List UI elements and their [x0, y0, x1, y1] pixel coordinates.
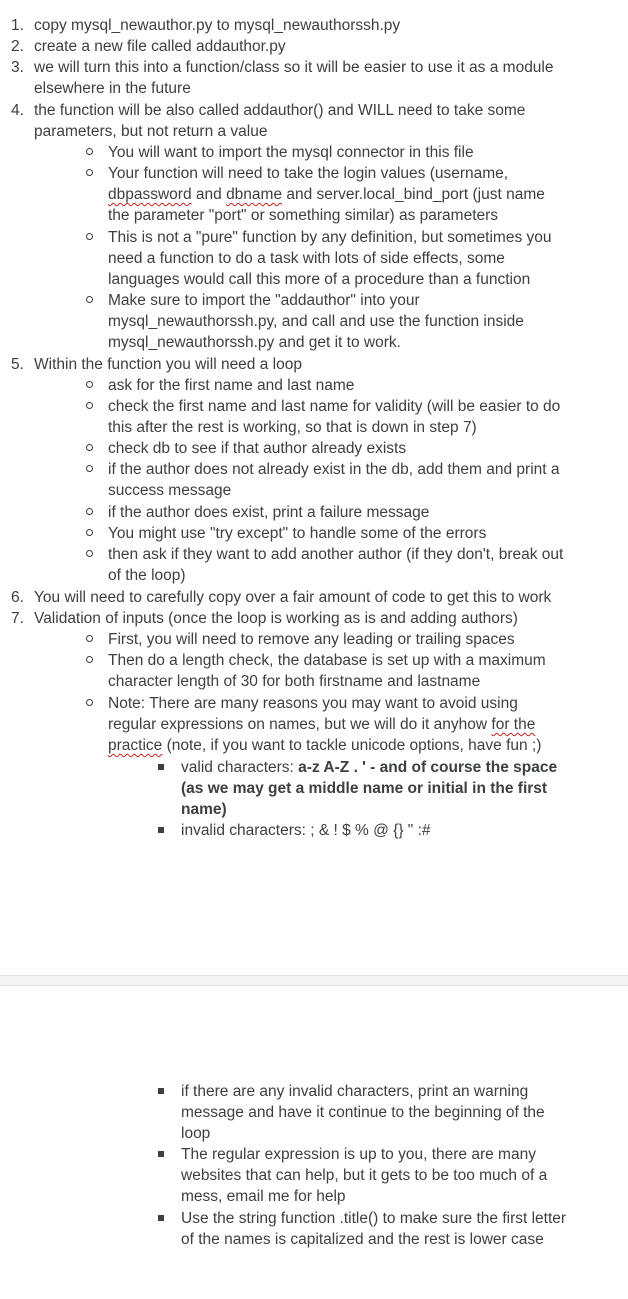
- square-bullet-icon: [158, 764, 164, 770]
- sub-item-text: success message: [108, 482, 232, 499]
- hollow-bullet-icon: [86, 529, 93, 536]
- list-number: 1.: [11, 17, 24, 34]
- sub-sub-item-text: (as we may get a middle name or initial in the first: [181, 780, 548, 797]
- sub-sub-item-text: name): [181, 801, 227, 818]
- sub-item-text: mysql_newauthorssh.py and get it to work.: [108, 334, 401, 351]
- sub-item-text: Note: There are many reasons you may want to avoid using: [108, 695, 518, 712]
- sub-item-text: character length of 30 for both firstname and lastname: [108, 673, 481, 690]
- sub-item-text: then ask if they want to add another author (if they don't, break out: [108, 546, 564, 563]
- hollow-bullet-icon: [86, 550, 93, 557]
- sub-item-text: mysql_newauthorssh.py, and call and use the function inside: [108, 313, 524, 330]
- sub-sub-item-text: Use the string function .title() to make sure the first letter: [181, 1210, 567, 1227]
- sub-item-text: if the author does not already exist in the db, add them and print a: [108, 461, 560, 478]
- sub-sub-item-text: of the names is capitalized and the rest is lower case: [181, 1231, 544, 1248]
- spellcheck-word[interactable]: dbpassword: [108, 186, 192, 203]
- list-item-text: Validation of inputs (once the loop is working as is and adding authors): [34, 610, 518, 627]
- sub-sub-item-text: invalid characters: ; & ! $ % @ {} " :#: [181, 822, 431, 839]
- sub-item-text: Then do a length check, the database is set up with a maximum: [108, 652, 546, 669]
- sub-sub-item-text: message and have it continue to the beginning of the: [181, 1104, 545, 1121]
- square-bullet-icon: [158, 1088, 164, 1094]
- list-number: 3.: [11, 59, 24, 76]
- hollow-bullet-icon: [86, 169, 93, 176]
- list-number: 4.: [11, 102, 24, 119]
- list-number: 2.: [11, 38, 24, 55]
- sub-item-text: check db to see if that author already exists: [108, 440, 407, 457]
- page-break: [0, 975, 628, 986]
- sub-item-text: need a function to do a task with lots of side effects, some: [108, 250, 505, 267]
- hollow-bullet-icon: [86, 635, 93, 642]
- sub-item-text: check the first name and last name for validity (will be easier to do: [108, 398, 561, 415]
- sub-item-text: ask for the first name and last name: [108, 377, 355, 394]
- sub-item-text: of the loop): [108, 567, 186, 584]
- list-number: 7.: [11, 610, 24, 627]
- list-item-text: we will turn this into a function/class so it will be easier to use it as a module: [34, 59, 554, 76]
- list-item-text: parameters, but not return a value: [34, 123, 268, 140]
- sub-item-text: practice (note, if you want to tackle unicode options, have fun ;): [108, 737, 542, 754]
- list-item-text: the function will be also called addauthor() and WILL need to take some: [34, 102, 526, 119]
- sub-item-text: This is not a "pure" function by any definition, but sometimes you: [108, 229, 552, 246]
- hollow-bullet-icon: [86, 381, 93, 388]
- list-item-text: create a new file called addauthor.py: [34, 38, 286, 55]
- hollow-bullet-icon: [86, 508, 93, 515]
- hollow-bullet-icon: [86, 444, 93, 451]
- hollow-bullet-icon: [86, 402, 93, 409]
- sub-sub-item-text: loop: [181, 1125, 211, 1142]
- square-bullet-icon: [158, 1151, 164, 1157]
- sub-sub-item-text: if there are any invalid characters, print an warning: [181, 1083, 529, 1100]
- sub-item-text: First, you will need to remove any leading or trailing spaces: [108, 631, 515, 648]
- hollow-bullet-icon: [86, 148, 93, 155]
- sub-sub-item-text: websites that can help, but it gets to be too much of a: [181, 1167, 548, 1184]
- sub-item-text: Your function will need to take the login values (username,: [108, 165, 509, 182]
- sub-item-text: the parameter "port" or something similar) as parameters: [108, 207, 499, 224]
- sub-sub-item-text: The regular expression is up to you, there are many: [181, 1146, 536, 1163]
- hollow-bullet-icon: [86, 699, 93, 706]
- hollow-bullet-icon: [86, 656, 93, 663]
- list-item-text: elsewhere in the future: [34, 80, 191, 97]
- sub-item-text: dbpassword and dbname and server.local_bind_port (just name: [108, 186, 545, 203]
- sub-sub-item-text: valid characters: a-z A-Z . ' - and of course the space: [181, 759, 558, 776]
- list-item-text: Within the function you will need a loop: [34, 356, 302, 373]
- spellcheck-word[interactable]: dbname: [226, 186, 283, 203]
- sub-item-text: Make sure to import the "addauthor" into your: [108, 292, 420, 309]
- list-number: 6.: [11, 589, 24, 606]
- sub-item-text: languages would call this more of a procedure than a function: [108, 271, 531, 288]
- spellcheck-phrase[interactable]: practice: [108, 737, 163, 754]
- sub-item-text: You might use "try except" to handle some of the errors: [108, 525, 487, 542]
- square-bullet-icon: [158, 1215, 164, 1221]
- sub-item-text: regular expressions on names, but we will do it anyhow for the: [108, 716, 536, 733]
- spellcheck-phrase[interactable]: for the: [491, 716, 536, 733]
- sub-item-text: You will want to import the mysql connector in this file: [108, 144, 474, 161]
- list-item-text: You will need to carefully copy over a fair amount of code to get this to work: [34, 589, 552, 606]
- sub-item-text: this after the rest is working, so that is down in step 7): [108, 419, 477, 436]
- hollow-bullet-icon: [86, 465, 93, 472]
- document-page-2: [0, 986, 628, 1299]
- sub-sub-item-text: mess, email me for help: [181, 1188, 346, 1205]
- square-bullet-icon: [158, 827, 164, 833]
- list-item-text: copy mysql_newauthor.py to mysql_newauthorssh.py: [34, 17, 401, 34]
- sub-item-text: if the author does exist, print a failure message: [108, 504, 430, 521]
- hollow-bullet-icon: [86, 296, 93, 303]
- hollow-bullet-icon: [86, 233, 93, 240]
- list-number: 5.: [11, 356, 24, 373]
